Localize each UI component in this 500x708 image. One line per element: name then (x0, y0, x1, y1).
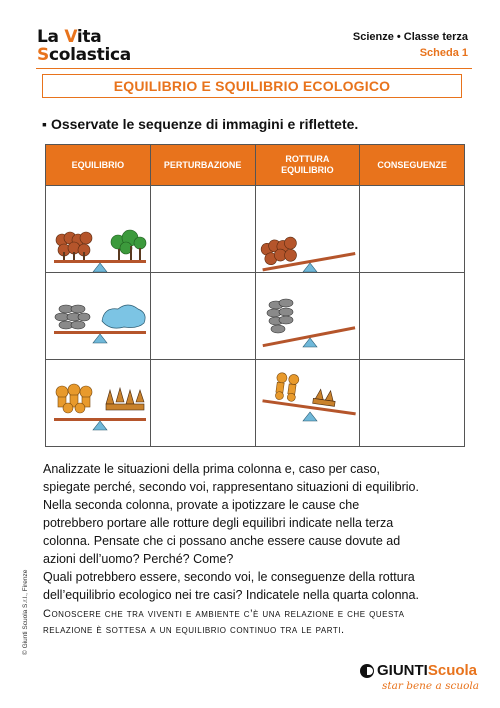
table-header-row (46, 145, 465, 186)
cell-conseguenze-1[interactable] (360, 186, 465, 273)
trees-balanced-icon (46, 186, 151, 272)
body-line: spiegate perché, secondo voi, rappresentano situazioni di equilibrio. (43, 480, 419, 494)
page-title: EQUILIBRIO E SQUILIBRIO ECOLOGICO (113, 78, 391, 94)
logo: La Vita Scolastica (37, 27, 131, 65)
sheet-label: Scheda 1 (419, 47, 468, 59)
cell-conseguenze-2[interactable] (360, 273, 465, 360)
header-info (353, 31, 468, 59)
body-line: azioni dell’uomo? Perché? Come? (43, 552, 234, 566)
fish-tilted-icon (256, 273, 361, 359)
table-row (46, 186, 465, 273)
cell-perturbazione-3[interactable] (150, 360, 255, 447)
header-rottura: ROTTURA EQUILIBRIO (255, 145, 360, 186)
cell-rottura-lions (255, 360, 360, 447)
note-line: relazione è sottesa a un equilibrio continuo tra le parti. (43, 624, 345, 636)
header-perturbazione: PERTURBAZIONE (150, 145, 255, 186)
note-line: Conoscere che tra viventi e ambiente c’è una relazione e che questa (43, 608, 405, 620)
header-equilibrio: EQUILIBRIO (46, 145, 151, 186)
subject-label: Scienze • Classe terza (352, 31, 468, 43)
lions-gazelles-balanced-icon (46, 360, 151, 446)
table-row (46, 360, 465, 447)
instruction-text: Osservate le sequenze di immagini e riflettete. (50, 116, 359, 132)
cell-perturbazione-1[interactable] (150, 186, 255, 273)
body-line: Analizzate le situazioni della prima colonna e, caso per caso, (43, 462, 380, 476)
fish-water-balanced-icon (46, 273, 151, 359)
cell-rottura-trees (255, 186, 360, 273)
body-line: Quali potrebbero essere, secondo voi, le conseguenze della rottura (43, 570, 415, 584)
publisher-tagline: star bene a scuola (382, 680, 480, 692)
instruction (42, 116, 358, 132)
publisher-logo: GIUNTI Scuola star bene a scuola (360, 662, 479, 692)
header-divider (36, 68, 472, 69)
lions-tilted-icon (256, 360, 361, 446)
cell-conseguenze-3[interactable] (360, 360, 465, 447)
cell-equilibrio-lions (46, 360, 151, 447)
title-box (42, 74, 462, 98)
body-line: Nella seconda colonna, provate a ipotizzare le cause che (43, 498, 360, 512)
body-text (43, 460, 473, 638)
bullet-icon: ▪ (42, 116, 47, 132)
cell-equilibrio-trees (46, 186, 151, 273)
trees-tilted-icon (256, 186, 361, 272)
copyright: © Giunti Scuola S.r.l., Firenze (22, 569, 29, 655)
table-row (46, 273, 465, 360)
cell-rottura-fish (255, 273, 360, 360)
cell-equilibrio-fish (46, 273, 151, 360)
body-line: potrebbero portare alle rotture degli equilibri indicate nella terza (43, 516, 394, 530)
header-conseguenze: CONSEGUENZE (360, 145, 465, 186)
body-line: colonna. Pensate che ci possano anche essere cause dovute ad (43, 534, 401, 548)
worksheet-table (45, 144, 465, 447)
body-line: dell’equilibrio ecologico nei tre casi? Indicatele nella quarta colonna. (43, 588, 419, 602)
giunti-logo-icon (360, 664, 374, 678)
cell-perturbazione-2[interactable] (150, 273, 255, 360)
